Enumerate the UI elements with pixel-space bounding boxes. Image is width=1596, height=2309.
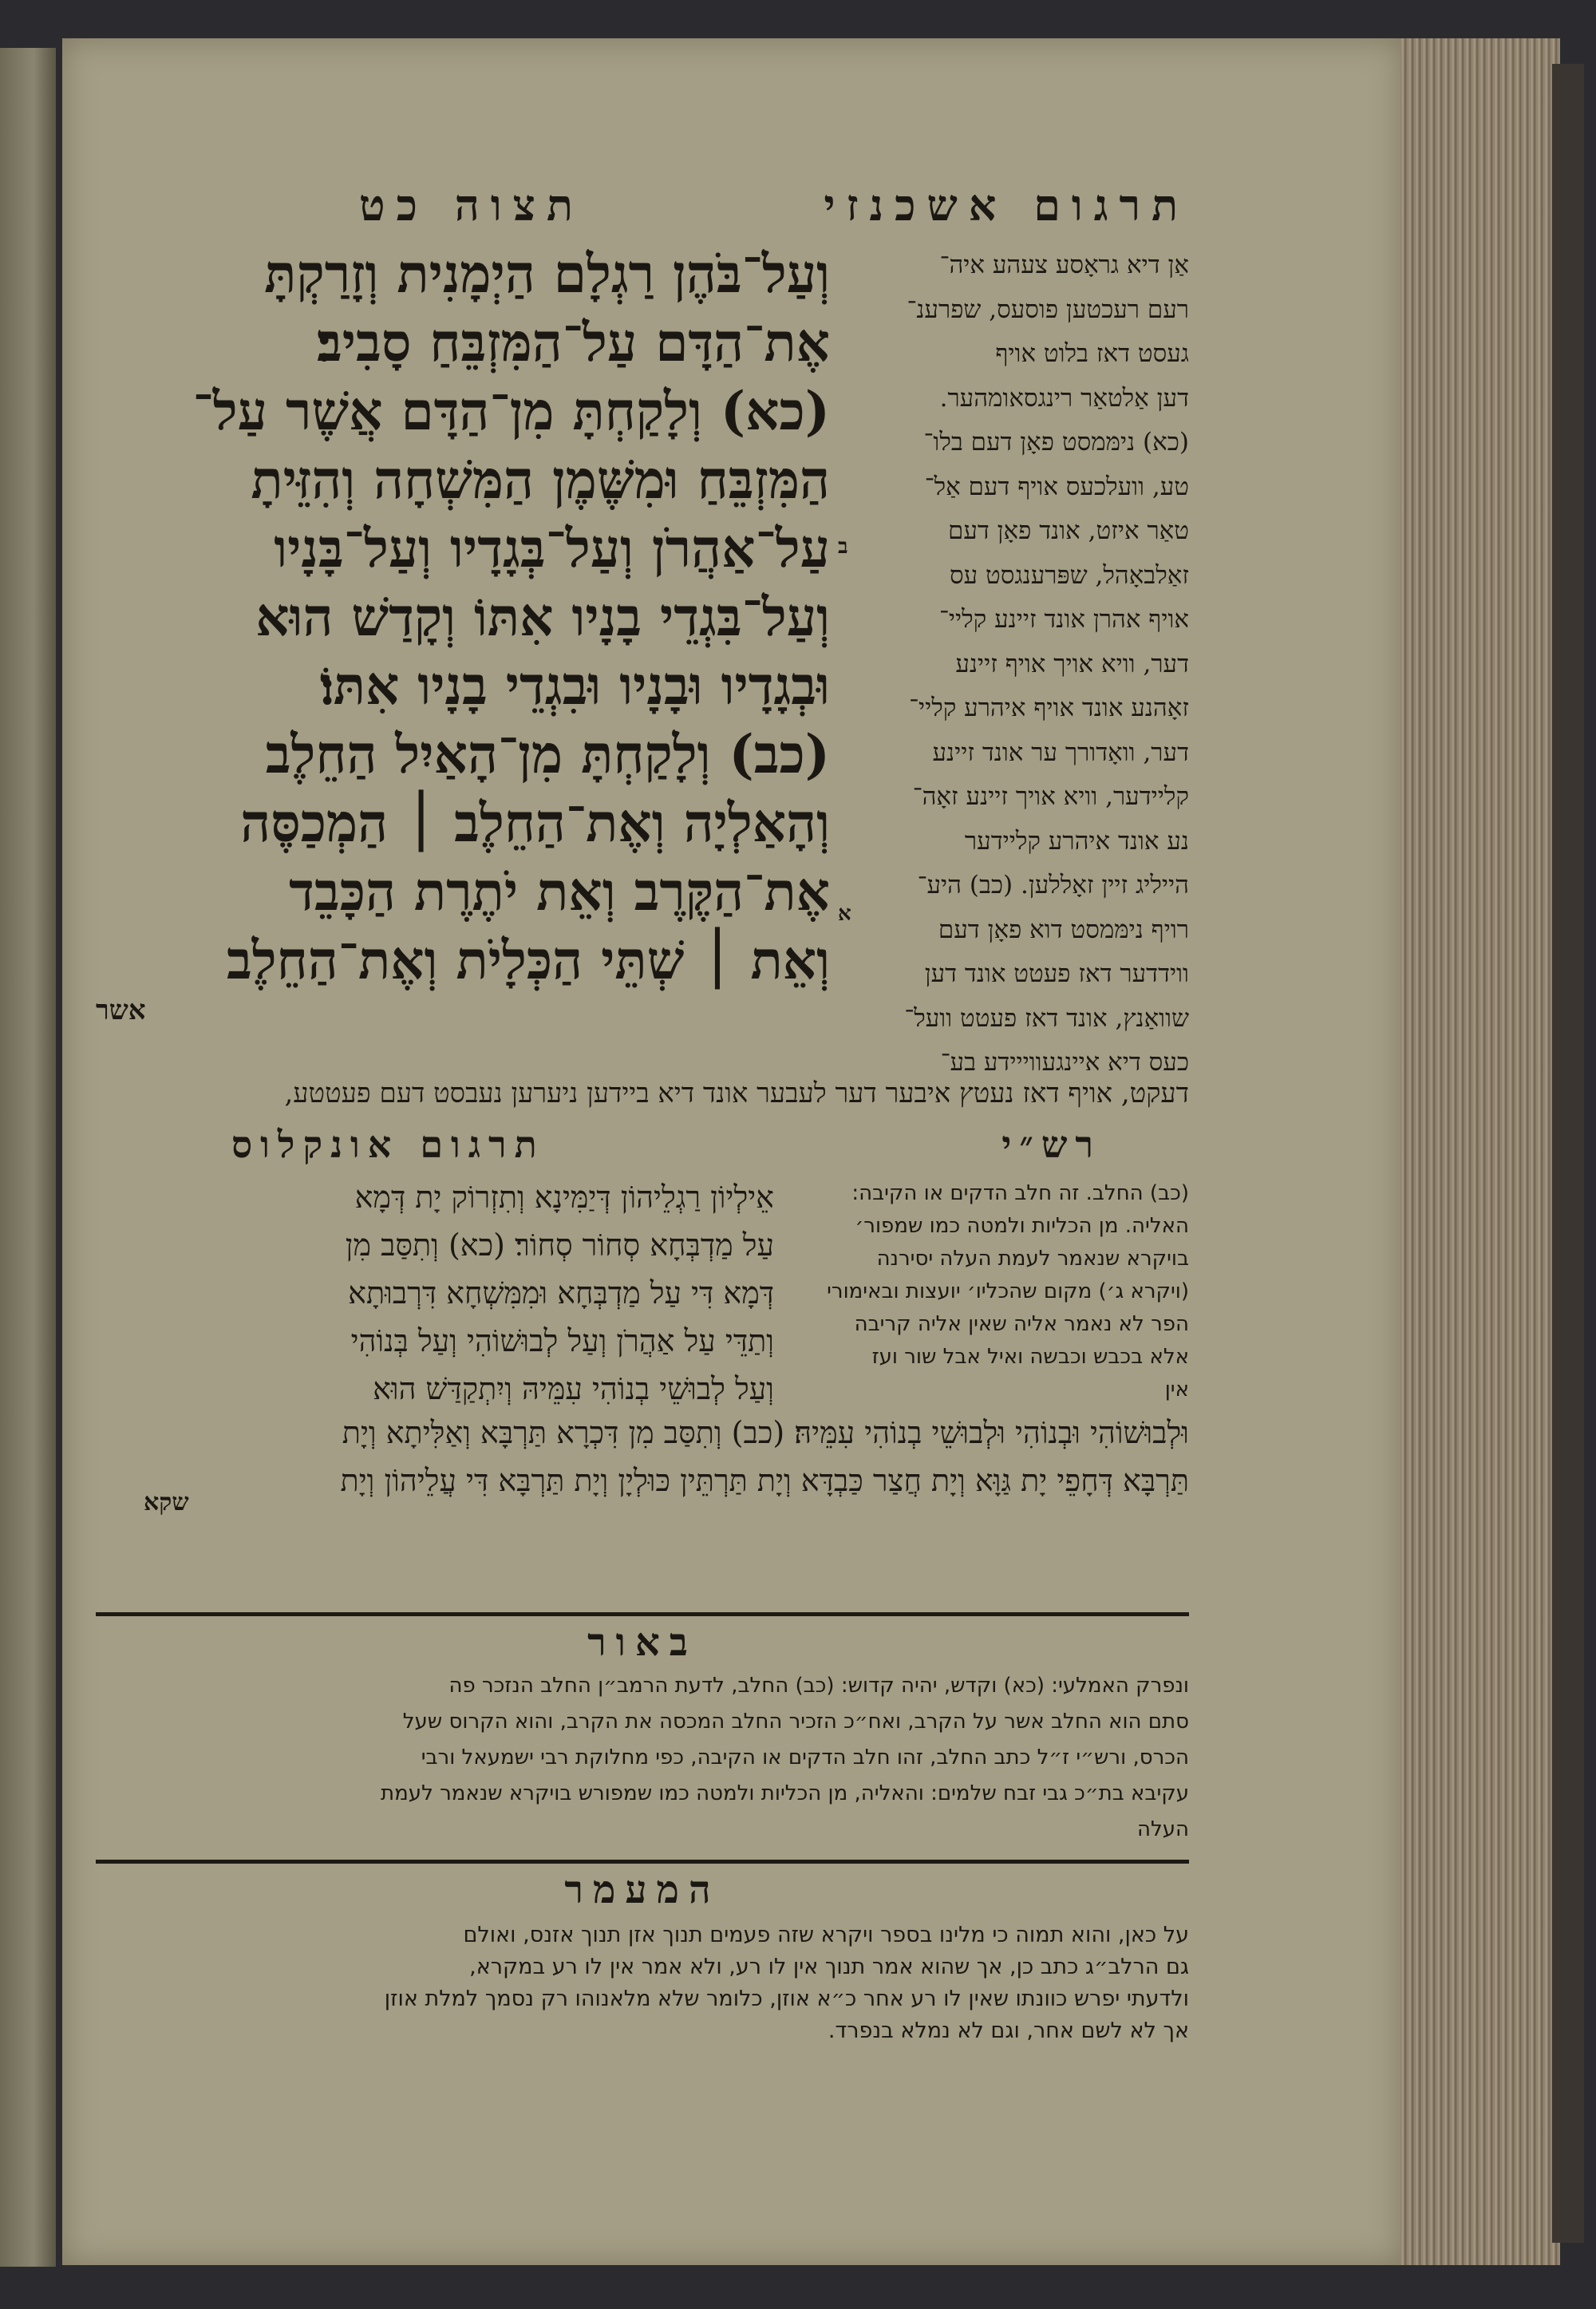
verse-line: וּבְגָדָיו וּבָנָיו וּבִגְדֵי בָנָיו אִתּוֹ׃ <box>319 654 830 717</box>
biur-line: העלה <box>1136 1817 1189 1841</box>
yiddish-translation-column <box>874 243 1189 1085</box>
biur-line: ונפרק האמלעי: (כא) וקדש, יהיה קדוש: (כב) החלב, לדעת הרמב״ן החלב הנזכר פה <box>448 1674 1189 1698</box>
meamar-title: המעמר <box>564 1868 721 1912</box>
yiddish-line: אַן דיא גראָסע צעהע איה־ <box>939 251 1189 279</box>
verse-line: אֶת־הַדָּם עַל־הַמִּזְבֵּחַ סָבִיב׃ <box>316 311 830 374</box>
biur-title: באור <box>587 1620 697 1665</box>
biur-line: עקיבא בת״כ גבי זבח שלמים: והאליה, מן הכליות ולמטה כמו שמפורש בויקרא שנאמר לעמת <box>381 1781 1189 1805</box>
torah-verse-column <box>96 239 830 1026</box>
yiddish-line: דער, וויא אויך אויף זיינע <box>955 649 1189 678</box>
verse-catchword: אשר <box>96 994 146 1026</box>
biur-commentary <box>96 1668 1189 1848</box>
book-edge <box>1400 38 1560 2265</box>
previous-page-edge <box>0 48 56 2267</box>
section-divider <box>96 1860 1189 1864</box>
page-header-left: תצוה כט <box>359 180 584 231</box>
meamar-line: אך לא לשם אחר, וגם לא נמלא בנפרד. <box>828 2018 1189 2043</box>
verse-line: וְהָאַלְיָה וְאֶת־הַחֵלֶב ׀ הַמְכַסֶּה <box>240 792 830 854</box>
onkelos-line: דְּמָא דִּי עַל מַדְבְּחָא וּמִמִּשְׁחָא דִּרְבוּתָא <box>348 1275 774 1311</box>
meamar-commentary <box>96 1920 1189 2047</box>
verse-line: (כא) וְלָקַחְתָּ מִן־הַדָּם אֲשֶׁר עַל־ <box>192 380 830 442</box>
book-cover-edge <box>1552 64 1584 2243</box>
biur-line: הכרס, ורש״י ז״ל כתב החלב, זהו חלב הדקים או הקיבה, כפי מחלוקת רבי ישמעאל ורבי <box>421 1746 1189 1769</box>
yiddish-line: דען אַלטאַר רינגסאומהער. <box>939 383 1189 413</box>
yiddish-line: געסט דאז בלוט אויף <box>995 339 1189 368</box>
meamar-line: גם הרלב״ג כתב כן, אך שהוא אמר תנוך אין לו רע, ולא אמר אין לו רע במקרא, <box>469 1955 1189 1979</box>
yiddish-line: הייליג זיין זאָללען. (כב) היע־ <box>917 871 1189 899</box>
yiddish-line: רויף נימּמסט דוא פאָן דעם <box>938 915 1189 944</box>
yiddish-line: נע אונד איהרע קליידער <box>964 826 1189 856</box>
rashi-line: (כב) החלב. זה חלב הדקים או הקיבה: <box>851 1181 1189 1205</box>
yiddish-line: זאָהנע אונד אויף איהרע קליי־ <box>909 694 1189 722</box>
verse-line: עַל־אַהֲרֹן וְעַל־בְּגָדָיו וְעַל־בָּנָיו <box>274 517 830 579</box>
yiddish-line: ווידדער דאז פעטט אונד דען <box>924 959 1189 988</box>
rashi-line: הפר לא נאמר אליה שאין אליה קריבה <box>854 1312 1189 1336</box>
onkelos-full-lines <box>96 1409 1189 1504</box>
rashi-commentary <box>794 1177 1189 1406</box>
yiddish-line: (כא) נימּמסט פאָן דעם בלו־ <box>923 428 1189 457</box>
rashi-line: האליה. מן הכליות ולמטה כמו שמפור׳ <box>855 1214 1189 1238</box>
yiddish-line: זאַלבאָהל, שפּרענגסט עס <box>950 560 1189 590</box>
meamar-line: על כאן, והוא תמוה כי מלינו בספר ויקרא שזה פעמים תנוך אזן תנוך אזנס, ואולם <box>463 1923 1189 1947</box>
onkelos-column <box>96 1173 774 1413</box>
onkelos-line: אֵילְיוֹן רַגְלֵיהוֹן דְּיַמִּינָא וְתִזְרוֹק יָת דְּמָא <box>354 1180 774 1215</box>
onkelos-title: תרגום אונקלוס <box>231 1123 545 1166</box>
onkelos-line: וּלְבוּשׁוֹהִי וּבְנוֹהִי וּלְבוּשֵׁי בְנוֹהִי עִמֵּיהּ׃ (כב) וְתִסַּב מִן דִּכְרָא תַּרְבָּא וְאַלִּיתָא וְיָת <box>342 1415 1189 1450</box>
marginal-mark: א <box>838 902 851 926</box>
yiddish-line: שוואַנץ, אונד דאז פעטט וועל־ <box>904 1003 1189 1033</box>
yiddish-line: טאַר איזט, אונד פאָן דעם <box>948 516 1189 545</box>
rashi-line: (ויקרא ג׳) מקום שהכליו׳ יועצות ובאימורי <box>827 1279 1189 1303</box>
yiddish-line: טע, וועלכעס אויף דעם אַל־ <box>924 472 1189 501</box>
yiddish-line: אויף אהרן אונד זיינע קליי־ <box>939 605 1189 634</box>
verse-line: אֶת־הַקֶּרֶב וְאֵת יֹתֶרֶת הַכָּבֵד <box>289 860 830 923</box>
onkelos-line: וְתַדֵּי עַל אַהֲרֹן וְעַל לְבוּשׁוֹהִי וְעַל בְּנוֹהִי <box>350 1323 774 1358</box>
verse-line: (כב) וְלָקַחְתָּ מִן־הָאַיִל הַחֵלֶב <box>265 723 830 785</box>
marginal-mark: ב <box>838 535 848 559</box>
verse-line: וְעַל־בִּגְדֵי בָנָיו אִתּוֹ וְקָדַשׁ הוּא <box>255 586 830 648</box>
yiddish-line: דער, וואָדורך ער אונד זיינע <box>932 737 1189 767</box>
biur-line: סתם הוא החלב אשר על הקרב, ואח״כ הזכיר החלב המכסה את הקרב, והוא הקרוס שעל <box>402 1710 1189 1734</box>
onkelos-catchword: שקא <box>144 1489 189 1516</box>
rashi-line: אין <box>1164 1378 1189 1402</box>
verse-line: הַמִּזְבֵּחַ וּמִשֶּׁמֶן הַמִּשְׁחָה וְהִזֵּיתָ <box>251 449 830 511</box>
yiddish-line: רעם רעכטען פוסעס, שפרענ־ <box>907 295 1189 324</box>
onkelos-line: עַל מַדְבְּחָא סְחוֹר סְחוֹר׃ (כא) וְתִסַּב מִן <box>345 1228 774 1263</box>
rashi-line: בויקרא שנאמר לעמת העלה יסירנה <box>876 1247 1189 1271</box>
yiddish-full-line: דעקט, אויף דאז נעטץ איבער דער לעבער אונד דיא ביידען ניערען נעבסט דעם פעטטע, <box>284 1077 1189 1109</box>
yiddish-line: קליידער, וויא אויך זיינע זאָה־ <box>912 782 1189 811</box>
onkelos-line: תַּרְבָּא דְּחָפֵי יָת גַּוָּא וְיָת חֲצַר כַּבְדָּא וְיָת תַּרְתֵּין כּוּלְיָן וְיָת תַּרְבָּא דִּי עֲלֵיהוֹן וְיָת <box>340 1463 1189 1498</box>
yiddish-line: כעס דיא איינגעווייידע בע־ <box>940 1048 1189 1077</box>
meamar-line: ולדעתי יפרש כוונתו שאין לו רע אחר כ״א אוזן, כלומר שלא מלאנוהו רק נסמך למלת אוזן <box>384 1987 1189 2011</box>
verse-line: וְאֵת ׀ שְׁתֵּי הַכְּלָיֹת וְאֶת־הַחֵלֶב <box>226 929 830 991</box>
rashi-line: אלא בכבש וכבשה ואיל אבל שור ועז <box>871 1345 1189 1369</box>
onkelos-line: וְעַל לְבוּשֵׁי בְנוֹהִי עִמֵּיהּ וְיִתְקַדַּשׁ הוּא <box>373 1371 774 1406</box>
section-divider <box>96 1612 1189 1616</box>
rashi-title: רש״י <box>1001 1123 1101 1166</box>
page-header-right: תרגום אשכנזי <box>824 180 1189 231</box>
verse-line: וְעַל־בֹּהֶן רַגְלָם הַיְמָנִית וְזָרַקְתָּ <box>264 243 830 305</box>
